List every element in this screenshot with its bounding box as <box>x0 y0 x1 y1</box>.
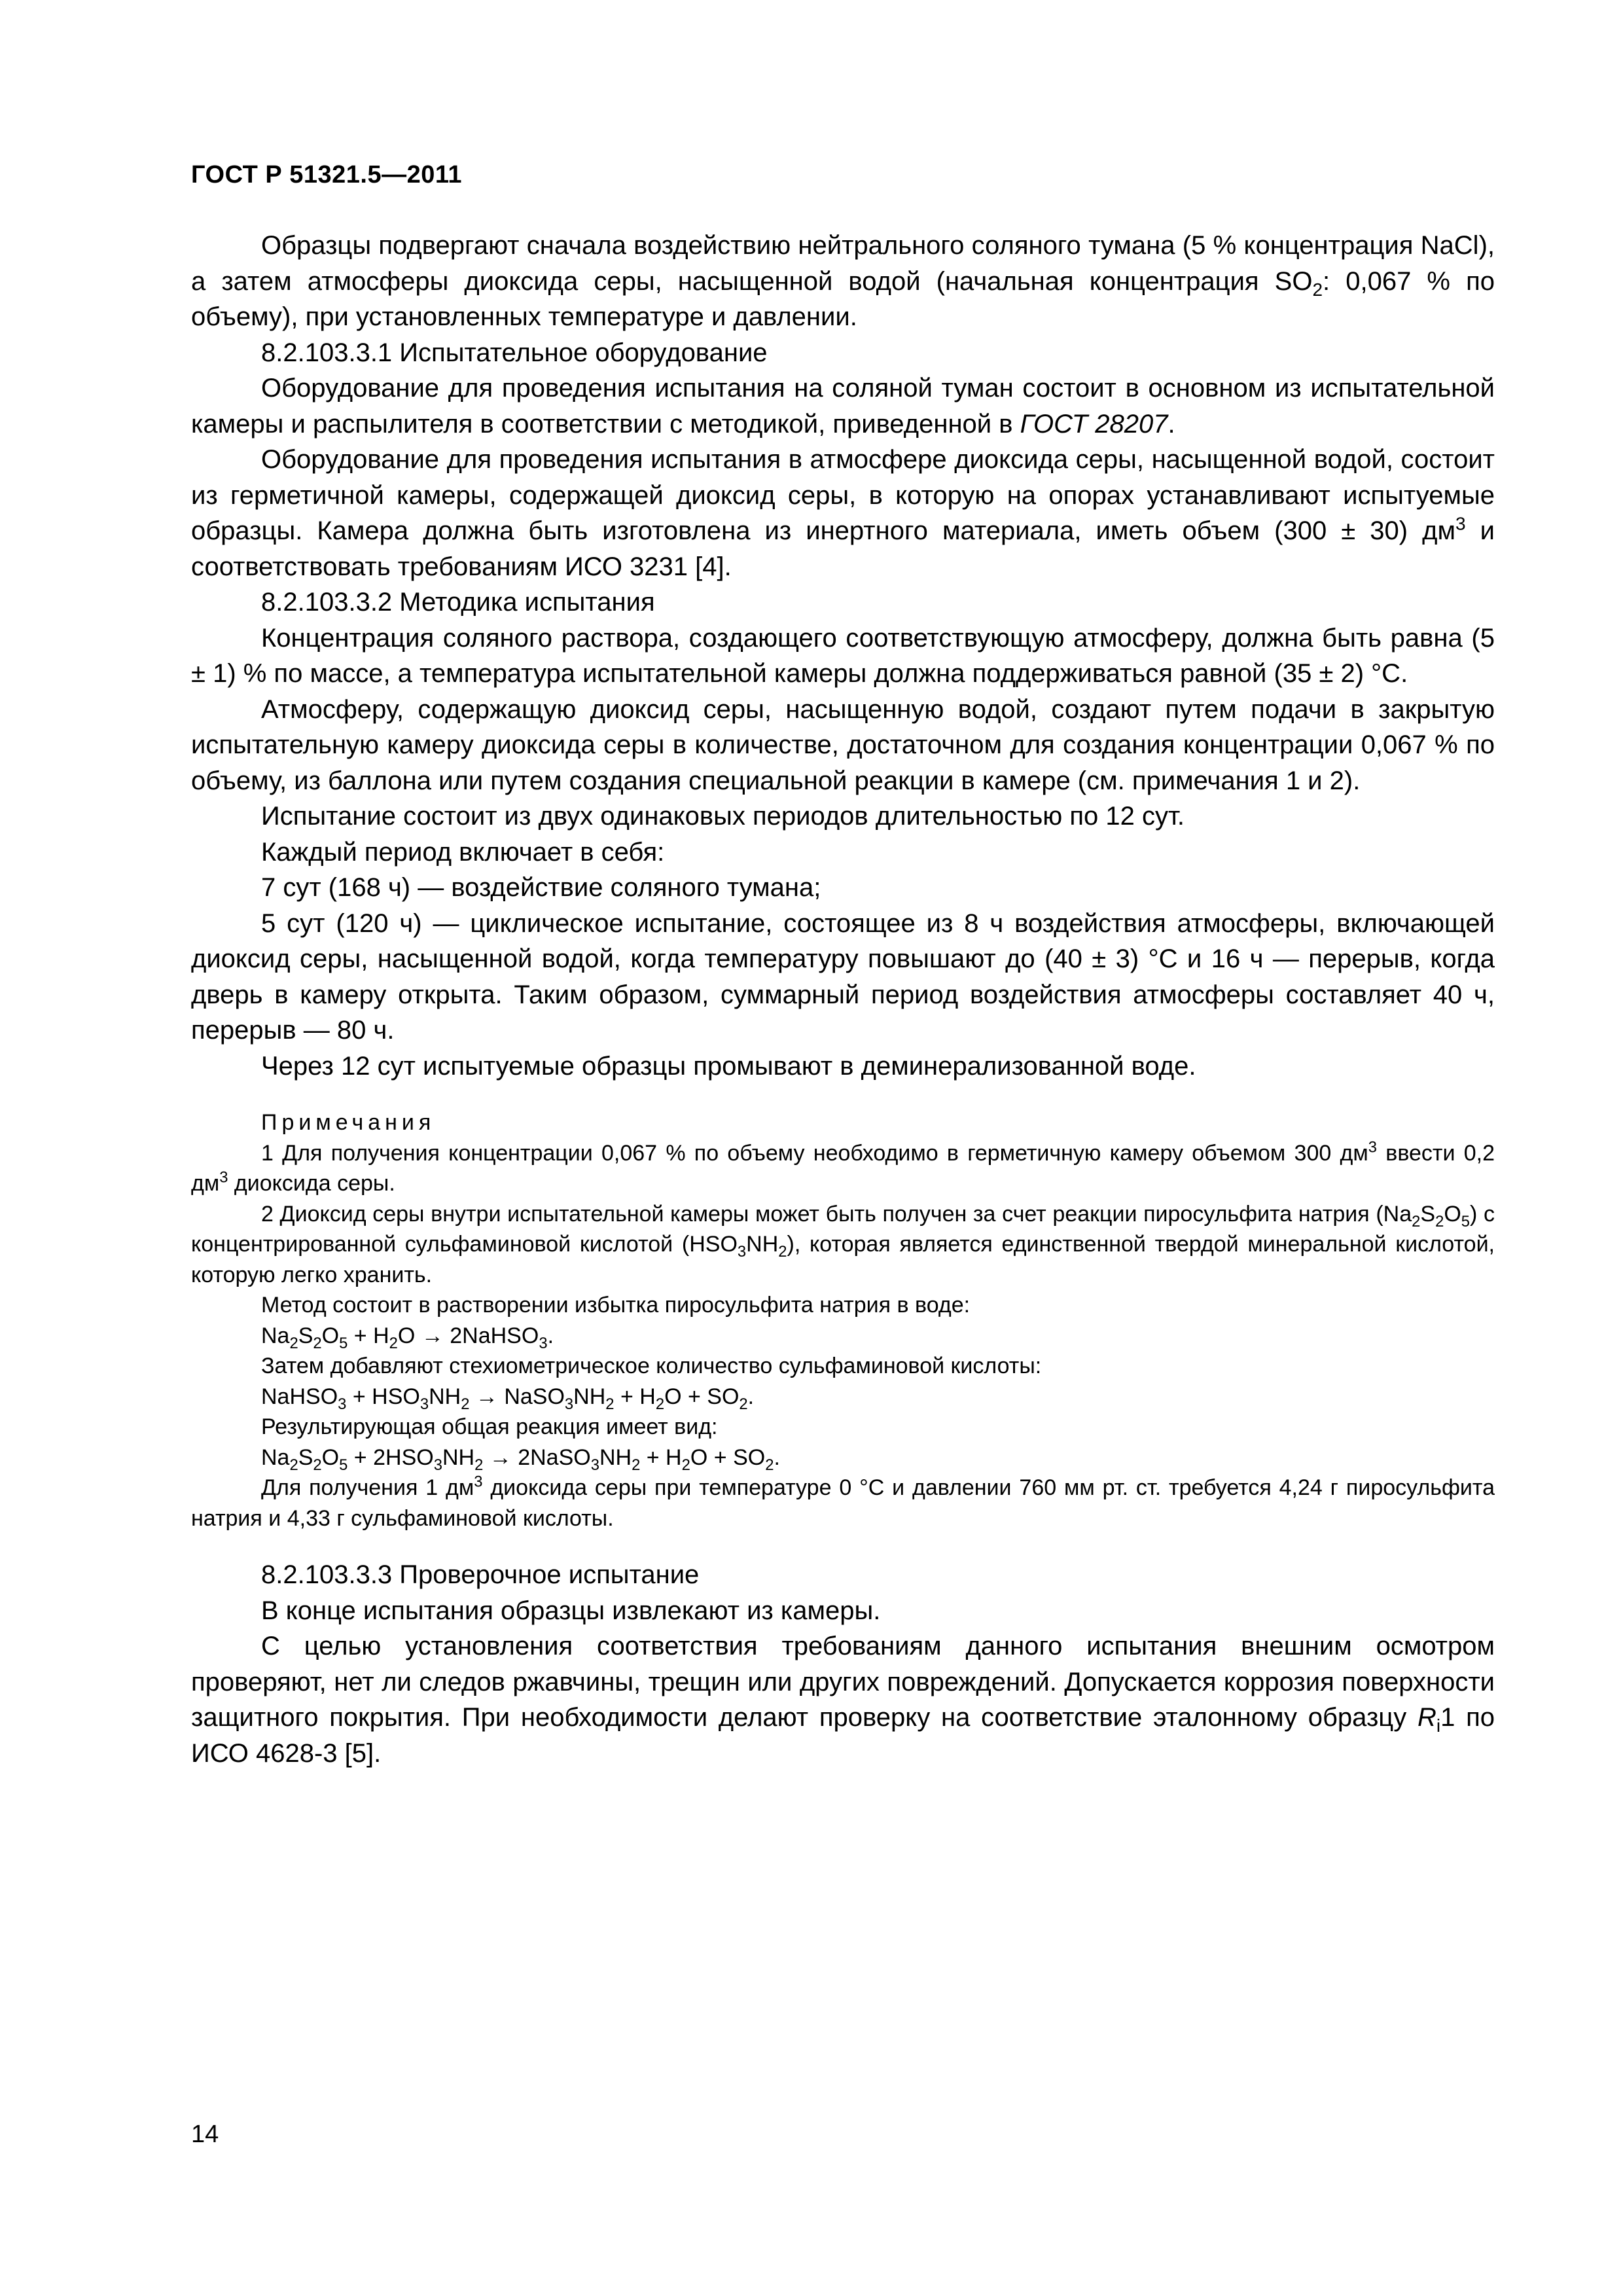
subscript: 2 <box>1435 1212 1444 1230</box>
text-run: NH <box>573 1384 606 1409</box>
page-number: 14 <box>191 2121 219 2148</box>
superscript: 3 <box>474 1473 483 1491</box>
subscript: 3 <box>419 1395 429 1413</box>
paragraph: Атмосферу, содержащую диоксид серы, насыщенную водой, создают путем подачи в закрытую испытательную камеру диоксида серы в количестве, достаточном для создания концентрации 0,067 % по объему, из баллона или путем создания специальной реакции в камере (см. примечания 1 и 2). <box>191 694 1495 795</box>
note-text: Результирующая общая реакция имеет вид: <box>261 1414 718 1439</box>
paragraph: Испытание состоит из двух одинаковых периодов длительностью по 12 сут. <box>261 802 1185 831</box>
paragraph <box>191 370 1495 442</box>
text-run: Оборудование для проведения испытания на соляной туман состоит в основном из испытательной камеры и распылителя в соответствии с методикой, приведенной в <box>191 374 1495 439</box>
paragraph: В конце испытания образцы извлекают из камеры. <box>261 1596 881 1625</box>
subscript: 3 <box>539 1334 548 1352</box>
text-run: 1 по ИСО 4628-3 [5]. <box>191 1703 1495 1768</box>
text-run: Образцы подвергают сначала воздействию нейтрального соляного тумана (5 % концентрация NaCl), а затем атмосферы диоксида серы, насыщенной водой (начальная концентрация SO <box>191 231 1495 296</box>
document-header: ГОСТ Р 51321.5—2011 <box>191 161 463 188</box>
subscript: 5 <box>339 1456 348 1474</box>
text-run: ), которая является единственной твердой минеральной кислотой, которую легко хранить. <box>191 1232 1495 1287</box>
subscript: i <box>1436 1715 1441 1736</box>
superscript: 3 <box>1455 513 1466 534</box>
chemical-equation <box>191 1382 1495 1412</box>
text-run: NH <box>599 1444 632 1470</box>
subscript: 2 <box>632 1456 641 1474</box>
text-run: . <box>547 1323 554 1348</box>
subscript: 3 <box>338 1395 347 1413</box>
subscript: 2 <box>778 1242 787 1261</box>
subscript: 5 <box>1461 1212 1471 1230</box>
subscript: 2 <box>461 1395 470 1413</box>
text-run: диоксида серы при температуре 0 °С и давлении 760 мм рт. ст. требуется 4,24 г пиросульфита натрия и 4,33 г сульфаминовой кислоты. <box>191 1475 1495 1531</box>
superscript: 3 <box>219 1168 228 1187</box>
subscript: 3 <box>590 1456 599 1474</box>
note-text: Затем добавляют стехиометрическое количество сульфаминовой кислоты: <box>261 1354 1042 1378</box>
subscript: 2 <box>739 1395 748 1413</box>
chemical-equation <box>191 1321 1495 1352</box>
subscript: 2 <box>1412 1212 1421 1230</box>
text-run: O <box>321 1444 340 1470</box>
subscript: 3 <box>737 1242 747 1261</box>
text-run: O → 2NaHSO <box>397 1323 539 1348</box>
subscript: 2 <box>289 1456 298 1474</box>
subscript: 2 <box>389 1334 398 1352</box>
note-text <box>191 1473 1495 1534</box>
text-run: + 2HSO <box>348 1444 434 1470</box>
note-item <box>191 1199 1495 1291</box>
verification-section <box>191 1557 1495 1771</box>
section-heading: 8.2.103.3.1 Испытательное оборудование <box>261 338 768 367</box>
text-run: диоксида серы. <box>228 1171 395 1196</box>
section-heading: 8.2.103.3.3 Проверочное испытание <box>261 1560 700 1589</box>
text-run: Na <box>261 1323 290 1348</box>
paragraph: 7 сут (168 ч) — воздействие соляного тумана; <box>261 873 821 902</box>
subscript: 2 <box>681 1456 690 1474</box>
note-text: Метод состоит в растворении избытка пиросульфита натрия в воде: <box>261 1293 971 1318</box>
text-run: . <box>747 1384 755 1409</box>
subscript: 3 <box>433 1456 442 1474</box>
text-run: Na <box>261 1444 290 1470</box>
chemical-equation <box>191 1443 1495 1473</box>
subscript: 2 <box>605 1395 615 1413</box>
text-run: O <box>321 1323 340 1348</box>
text-run: S <box>298 1444 313 1470</box>
text-run: + H <box>348 1323 389 1348</box>
text-run: С целью установления соответствия требованиям данного испытания внешним осмотром проверяют, нет ли следов ржавчины, трещин или других повреждений. Допускается коррозия поверхности защитного покрытия. При необходимости делают проверку на соответствие эталонному образцу <box>191 1632 1495 1732</box>
notes-block <box>191 1107 1495 1534</box>
paragraph: Каждый период включает в себя: <box>261 837 665 867</box>
text-run: → 2NaSO <box>483 1444 591 1470</box>
paragraph <box>191 442 1495 584</box>
subscript: 2 <box>289 1334 298 1352</box>
paragraph: Через 12 сут испытуемые образцы промывают в деминерализованной воде. <box>261 1051 1196 1081</box>
text-run: → NaSO <box>469 1384 565 1409</box>
subscript: 2 <box>765 1456 774 1474</box>
subscript: 2 <box>313 1456 322 1474</box>
text-run: Для получения 1 дм <box>261 1475 474 1500</box>
text-run: и соответствовать требованиям ИСО 3231 [4]. <box>191 516 1495 581</box>
subscript: 2 <box>655 1395 665 1413</box>
notes-heading: Примечания <box>261 1110 436 1135</box>
sample-symbol: R <box>1417 1703 1436 1732</box>
note-item <box>191 1138 1495 1199</box>
text-run: . <box>1168 409 1175 439</box>
text-run: + H <box>640 1444 682 1470</box>
document-body <box>191 228 1495 1771</box>
text-run: NaHSO <box>261 1384 338 1409</box>
text-run: O <box>1444 1201 1461 1227</box>
text-run: 2 Диоксид серы внутри испытательной камеры может быть получен за счет реакции пиросульфита натрия (Na <box>261 1201 1412 1227</box>
text-run: ввести 0,2 дм <box>191 1140 1495 1196</box>
text-run: + H <box>614 1384 656 1409</box>
paragraph: Концентрация соляного раствора, создающего соответствующую атмосферу, должна быть равна (5 ± 1) % по массе, а температура испытательной камеры должна поддерживаться равной (35 ± 2) °С. <box>191 623 1495 688</box>
text-run: Оборудование для проведения испытания в атмосфере диоксида серы, насыщенной водой, состоит из герметичной камеры, содержащей диоксид серы, в которую на опорах устанавливают испытуемые образцы. Камера должна быть изготовлена из инертного материала, иметь объем (300 ± 30) дм <box>191 445 1495 545</box>
paragraph <box>191 1628 1495 1771</box>
text-run: S <box>298 1323 313 1348</box>
text-run: O + SO <box>690 1444 766 1470</box>
superscript: 3 <box>1368 1138 1378 1157</box>
text-run: + HSO <box>346 1384 420 1409</box>
text-run: . <box>774 1444 780 1470</box>
subscript: 2 <box>313 1334 322 1352</box>
standard-reference: ГОСТ 28207 <box>1020 409 1168 439</box>
section-heading: 8.2.103.3.2 Методика испытания <box>261 588 655 617</box>
text-run: O + SO <box>664 1384 740 1409</box>
paragraph: 5 сут (120 ч) — циклическое испытание, состоящее из 8 ч воздействия атмосферы, включающей диоксид серы, насыщенной водой, когда температуру повышают до (40 ± 3) °С и 16 ч — перерыв, когда дверь в камеру открыта. Таким образом, суммарный период воздействия атмосферы составляет 40 ч, перерыв — 80 ч. <box>191 908 1495 1045</box>
subscript: 2 <box>474 1456 484 1474</box>
paragraph <box>191 228 1495 335</box>
text-run: NH <box>429 1384 461 1409</box>
text-run: S <box>1420 1201 1436 1227</box>
text-run: NH <box>442 1444 475 1470</box>
subscript: 3 <box>564 1395 574 1413</box>
subscript: 5 <box>339 1334 348 1352</box>
text-run: NH <box>746 1232 779 1257</box>
subscript: 2 <box>1312 279 1323 300</box>
text-run: : 0,067 % по объему), при установленных температуре и давлении. <box>191 266 1495 331</box>
text-run: ) с концентрированной сульфаминовой кислотой (HSO <box>191 1201 1495 1257</box>
text-run: 1 Для получения концентрации 0,067 % по объему необходимо в герметичную камеру объемом 300 дм <box>261 1140 1368 1166</box>
